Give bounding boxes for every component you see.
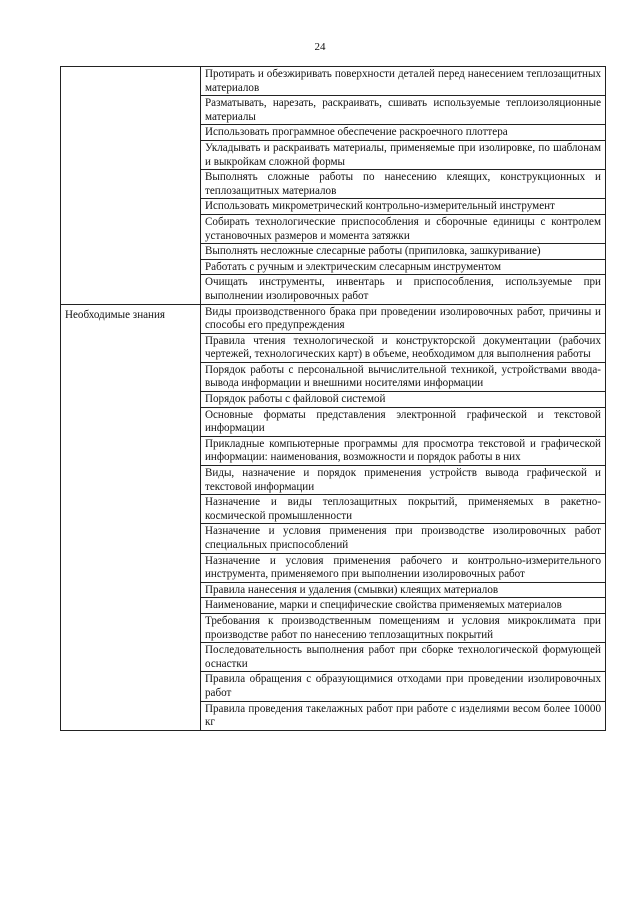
skill-item: Выполнять сложные работы по нанесению клеящих, конструкционных и теплозащитных материалов bbox=[201, 170, 606, 199]
skill-item: Протирать и обезжиривать поверхности деталей перед нанесением теплозащитных материалов bbox=[201, 67, 606, 96]
knowledge-item: Виды, назначение и порядок применения устройств вывода графической и текстовой информации bbox=[201, 466, 606, 495]
knowledge-item: Виды производственного брака при проведении изолировочных работ, причины и способы его предупреждения bbox=[201, 304, 606, 333]
knowledge-item: Правила чтения технологической и конструкторской документации (рабочих чертежей, технологических карт) в объеме, необходимом для выполнения работы bbox=[201, 333, 606, 362]
knowledge-item: Прикладные компьютерные программы для просмотра текстовой и графической информации: наименования, возможности и порядок работы в них bbox=[201, 436, 606, 465]
knowledge-item: Порядок работы с файловой системой bbox=[201, 392, 606, 408]
skills-label-cell bbox=[61, 67, 201, 305]
knowledge-item: Правила проведения такелажных работ при работе с изделиями весом более 10000 кг bbox=[201, 701, 606, 730]
skill-item: Укладывать и раскраивать материалы, применяемые при изолировке, по шаблонам и выкройкам сложной формы bbox=[201, 140, 606, 169]
skill-item: Выполнять несложные слесарные работы (припиловка, зашкуривание) bbox=[201, 244, 606, 260]
knowledge-item: Назначение и виды теплозащитных покрытий, применяемых в ракетно-космической промышленности bbox=[201, 495, 606, 524]
skill-item: Собирать технологические приспособления и сборочные единицы с контролем установочных размеров и момента затяжки bbox=[201, 214, 606, 243]
table-row bbox=[61, 67, 606, 96]
skill-item: Очищать инструменты, инвентарь и приспособления, используемые при выполнении изолировочных работ bbox=[201, 275, 606, 304]
skill-item: Использовать микрометрический контрольно-измерительный инструмент bbox=[201, 199, 606, 215]
knowledge-item: Наименование, марки и специфические свойства применяемых материалов bbox=[201, 598, 606, 614]
knowledge-item: Назначение и условия применения рабочего и контрольно-измерительного инструмента, применяемого при выполнении изолировочных работ bbox=[201, 553, 606, 582]
knowledge-item: Правила нанесения и удаления (смывки) клеящих материалов bbox=[201, 582, 606, 598]
knowledge-item: Последовательность выполнения работ при сборке технологической формующей оснастки bbox=[201, 643, 606, 672]
knowledge-item: Назначение и условия применения при производстве изолировочных работ специальных приспособлений bbox=[201, 524, 606, 553]
knowledge-item: Основные форматы представления электронной графической и текстовой информации bbox=[201, 407, 606, 436]
table-row bbox=[61, 304, 606, 333]
skill-item: Работать с ручным и электрическим слесарным инструментом bbox=[201, 259, 606, 275]
page-number: 24 bbox=[314, 41, 326, 53]
skill-item: Разматывать, нарезать, раскраивать, сшивать используемые теплоизоляционные материалы bbox=[201, 96, 606, 125]
requirements-table bbox=[60, 66, 606, 731]
skill-item: Использовать программное обеспечение раскроечного плоттера bbox=[201, 125, 606, 141]
knowledge-item: Требования к производственным помещениям и условия микроклимата при производстве работ по нанесению теплозащитных покрытий bbox=[201, 613, 606, 642]
knowledge-label: Необходимые знания bbox=[61, 304, 201, 730]
knowledge-item: Правила обращения с образующимися отходами при проведении изолировочных работ bbox=[201, 672, 606, 701]
knowledge-item: Порядок работы с персональной вычислительной техникой, устройствами ввода-вывода информации и внешними носителями информации bbox=[201, 362, 606, 391]
